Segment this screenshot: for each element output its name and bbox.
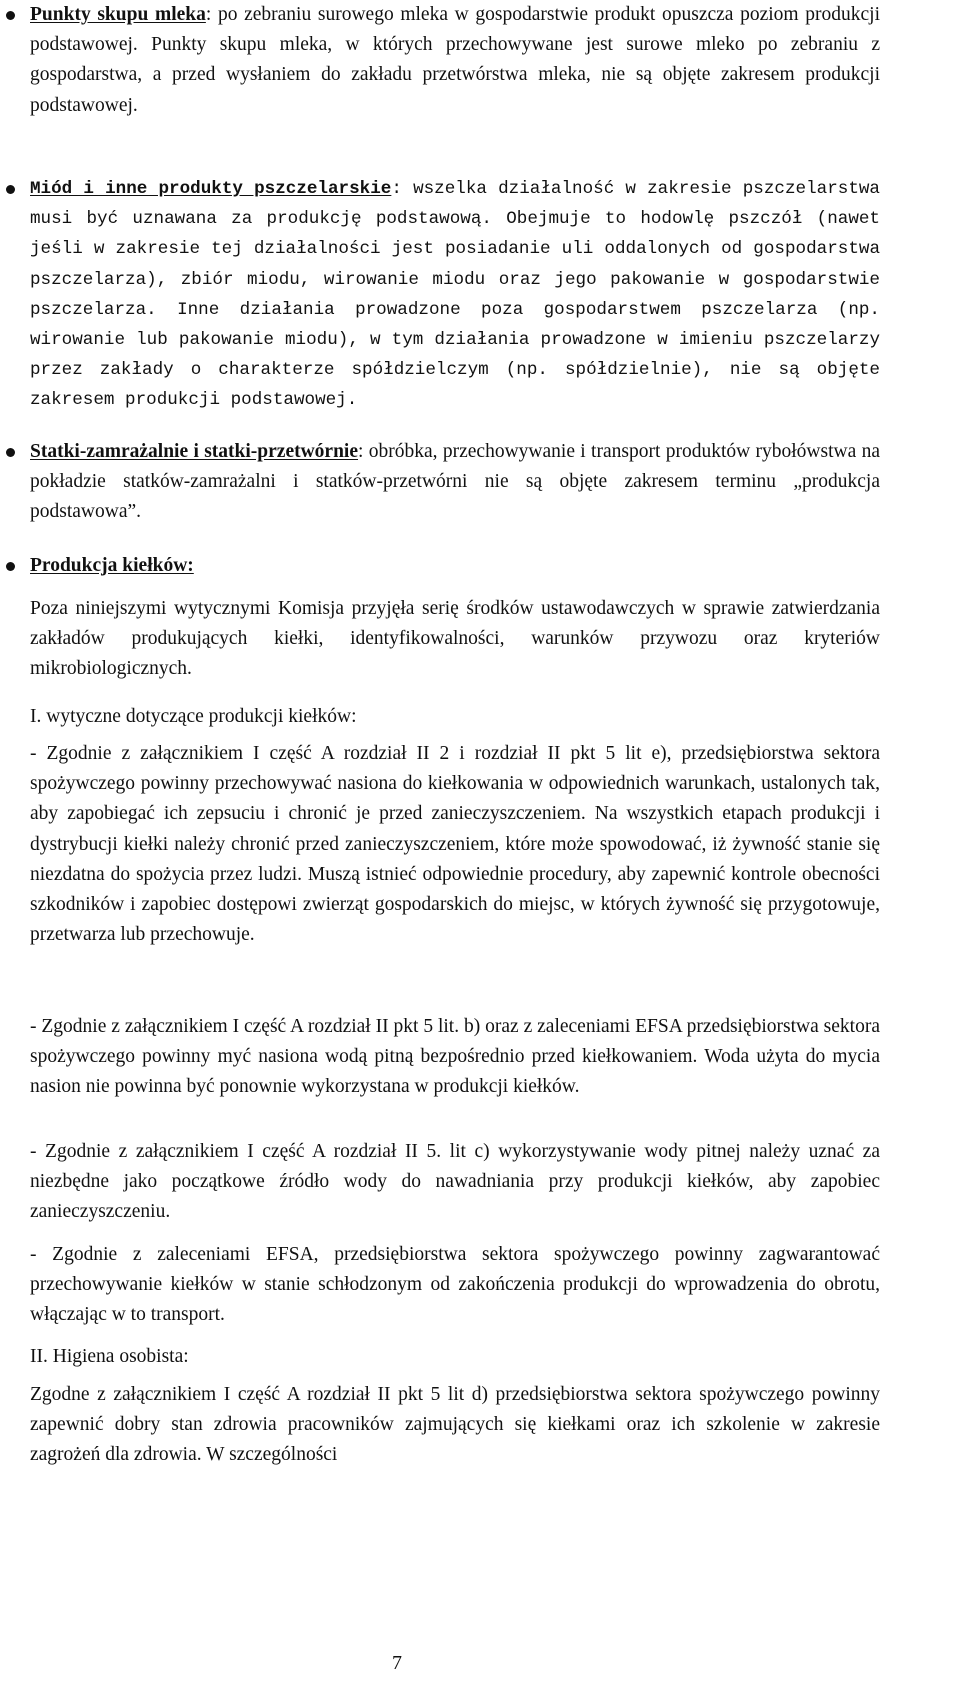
bullet-term: Statki-zamrażalnie i statki-przetwórnie — [30, 441, 359, 462]
bullet-item-sprouts-heading — [30, 551, 880, 581]
paragraph-staff-health: Zgodne z załącznikiem I część A rozdział II pkt 5 lit d) przedsiębiorstwa sektora spożywczego powinny zapewnić dobry stan zdrowia pracowników zajmujących się kiełkami oraz ich szkolenie w zakresie zagrożeń dla zdrowia. W szczególności — [30, 1384, 880, 1466]
bullet-icon — [6, 562, 15, 571]
bullet-item-honey-products — [30, 174, 880, 416]
paragraph-potable-water: - Zgodnie z załącznikiem I część A rozdział II 5. lit c) wykorzystywanie wody pitnej należy uznać za niezbędne jako początkowe źródło wody do nawadniania przy produkcji kiełków, aby zapobiec zanieczyszczeniu. — [30, 1141, 880, 1223]
paragraph-commission-measures: Poza niniejszymi wytycznymi Komisja przyjęła serię środków ustawodawczych w sprawie zatwierdzania zakładów produkujących kiełki, identyfikowalności, warunków przywozu oraz kryteriów mikrobiologicznych. — [30, 598, 880, 680]
bullet-icon — [6, 448, 15, 457]
bullet-term: Miód i inne produkty pszczelarskie — [30, 179, 392, 199]
bullet-text: : po zebraniu surowego mleka w gospodarstwie produkt opuszcza poziom produkcji podstawowej. Punkty skupu mleka, w których przechowywane jest surowe mleko po zebraniu z gospodarstwa, a przed wysłaniem do zakładu przetwórstwa mleka, nie są objęte zakresem produkcji podstawowej. — [30, 4, 880, 116]
bullet-term: Punkty skupu mleka — [30, 4, 206, 25]
bullet-text: : wszelka działalność w zakresie pszczelarstwa musi być uznawana za produkcję podstawową. Obejmuje to hodowlę pszczół (nawet jeśli w zakresie tej działalności jest posiadanie uli oddalonych od gospodarstwa pszczelarza), zbiór miodu, wirowanie miodu oraz jego pakowanie w gospodarstwie pszczelarza. Inne działania prowadzone poza gospodarstwem pszczelarza (np. wirowanie lub pakowanie miodu), w tym działania prowadzone w imieniu pszczelarzy przez zakłady o charakterze spółdzielczym (np. spółdzielnie), nie są objęte zakresem produkcji podstawowej. — [30, 179, 880, 411]
page-number: 7 — [392, 1652, 402, 1674]
bullet-icon — [6, 185, 15, 194]
paragraph-cold-storage: - Zgodnie z zaleceniami EFSA, przedsiębiorstwa sektora spożywczego powinny zagwarantować przechowywanie kiełków w stanie schłodzonym od zakończenia produkcji do wprowadzenia do obrotu, włączając w to transport. — [30, 1244, 880, 1326]
bullet-icon — [6, 11, 15, 20]
bullet-item-milk-collection — [30, 0, 880, 121]
section-heading-guidelines: I. wytyczne dotyczące produkcji kiełków: — [30, 706, 357, 727]
bullet-item-freezer-vessels — [30, 437, 880, 528]
paragraph-seed-washing: - Zgodnie z załącznikiem I część A rozdział II pkt 5 lit. b) oraz z zaleceniami EFSA przedsiębiorstwa sektora spożywczego powinny myć nasiona wodą pitną bezpośrednio przed kiełkowaniem. Woda użyta do mycia nasion nie powinna być ponownie wykorzystana w produkcji kiełków. — [30, 1016, 880, 1098]
bullet-text: : obróbka, przechowywanie i transport produktów rybołówstwa na pokładzie statków-zamrażalni i statków-przetwórni nie są objęte zakresem terminu „produkcja podstawowa”. — [30, 441, 880, 523]
section-heading-personal-hygiene: II. Higiena osobista: — [30, 1346, 189, 1367]
bullet-term: Produkcja kiełków: — [30, 555, 194, 576]
paragraph-seed-storage: - Zgodnie z załącznikiem I część A rozdział II 2 i rozdział II pkt 5 lit e), przedsiębiorstwa sektora spożywczego powinny przechowywać nasiona do kiełkowania w odpowiednich warunkach, ustalonych tak, aby zapobiegać ich zepsuciu i chronić je przed zanieczyszczeniem. Na wszystkich etapach produkcji i dystrybucji kiełki należy chronić przed zanieczyszczeniem, które może spowodować, iż żywność stanie się niezdatna do spożycia przez ludzi. Muszą istnieć odpowiednie procedury, aby zapewnić kontrole obecności szkodników i zapobiec dostępowi zwierząt gospodarskich do miejsc, w których żywność się przygotowuje, przetwarza lub przechowuje. — [30, 743, 880, 946]
